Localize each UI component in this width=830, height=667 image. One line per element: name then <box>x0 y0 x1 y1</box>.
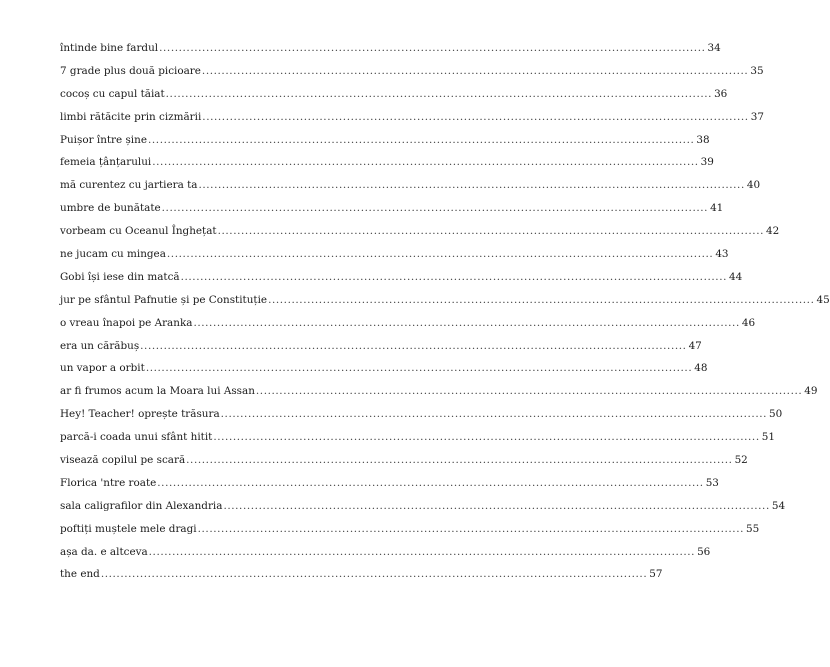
table-of-contents <box>60 41 830 590</box>
toc-entry-title: era un cărăbuș <box>60 339 140 352</box>
toc-dot-leader: ............................................................................................................................................ <box>217 225 764 238</box>
toc-entry-title: Puișor între șine <box>60 133 147 146</box>
toc-entry-title: ne jucam cu mingea <box>60 248 166 261</box>
toc-entry <box>60 41 721 64</box>
toc-page-number: 56 <box>697 545 711 558</box>
toc-dot-leader: ............................................................................................................................................ <box>152 156 699 169</box>
toc-entry-title: întinde bine fardul <box>60 42 159 54</box>
toc-entry-title: o vreau înapoi pe Aranka <box>60 316 193 329</box>
toc-page-number: 52 <box>734 454 748 467</box>
toc-page-number: 46 <box>741 316 756 329</box>
toc-page-number: 54 <box>771 499 786 512</box>
toc-entry-title: așa da. e altceva <box>60 545 148 558</box>
toc-dot-leader: ............................................................................................................................................ <box>180 270 727 283</box>
toc-entry-title: Hey! Teacher! oprește trăsura <box>60 408 220 421</box>
toc-page-number: 50 <box>769 408 783 421</box>
toc-entry <box>60 64 764 87</box>
toc-entry <box>60 567 663 590</box>
toc-page-number: 37 <box>750 110 764 123</box>
toc-dot-leader: ............................................................................................................................................ <box>159 42 706 54</box>
toc-entry <box>60 339 702 362</box>
toc-page-number: 49 <box>804 385 818 398</box>
toc-entry <box>60 384 818 407</box>
toc-entry <box>60 545 711 568</box>
toc-entry-title: un vapor a orbit <box>60 362 145 375</box>
toc-dot-leader: ............................................................................................................................................ <box>166 248 714 261</box>
toc-entry-title: limbi rătăcite prin cizmării <box>60 110 202 123</box>
toc-page-number: 40 <box>746 179 761 192</box>
toc-entry-title: cocoș cu capul tăiat <box>60 87 165 100</box>
toc-page-number: 43 <box>715 248 729 261</box>
toc-page-number: 34 <box>707 42 721 54</box>
toc-page-number: 57 <box>649 568 663 581</box>
toc-dot-leader: ............................................................................................................................................ <box>100 568 648 581</box>
toc-page-number: 38 <box>696 133 710 146</box>
toc-page-number: 48 <box>694 362 708 375</box>
toc-entry-title: vorbeam cu Oceanul Înghețat <box>60 225 217 238</box>
toc-entry-title: femeia țânțarului <box>60 156 152 169</box>
toc-dot-leader: ............................................................................................................................................ <box>220 408 768 421</box>
toc-dot-leader: ............................................................................................................................................ <box>198 179 745 192</box>
toc-page-number: 51 <box>761 431 775 444</box>
toc-entry-title: umbre de bunătate <box>60 202 161 215</box>
toc-dot-leader: ............................................................................................................................................ <box>186 454 733 467</box>
toc-entry-title: the end <box>60 568 100 581</box>
toc-entry-title: sala caligrafilor din Alexandria <box>60 499 223 512</box>
toc-dot-leader: ............................................................................................................................................ <box>223 499 770 512</box>
toc-entry <box>60 87 728 110</box>
toc-page-number: 36 <box>714 87 728 100</box>
toc-entry-title: ar fi frumos acum la Moara lui Assan <box>60 385 255 398</box>
toc-entry-title: Gobi își iese din matcă <box>60 270 180 283</box>
toc-dot-leader: ............................................................................................................................................ <box>161 202 709 215</box>
toc-page-number: 53 <box>705 476 719 489</box>
toc-entry <box>60 247 729 270</box>
toc-page-number: 47 <box>688 339 702 352</box>
toc-entry-title: jur pe sfântul Pafnutie și pe Constituție <box>60 293 268 306</box>
toc-page-number: 44 <box>729 270 743 283</box>
toc-dot-leader: ............................................................................................................................................ <box>197 522 745 535</box>
toc-entry <box>60 224 780 247</box>
toc-page-number: 45 <box>816 293 830 306</box>
toc-entry <box>60 201 724 224</box>
toc-dot-leader: ............................................................................................................................................ <box>202 110 749 123</box>
toc-page-number: 39 <box>700 156 714 169</box>
toc-dot-leader: ............................................................................................................................................ <box>213 431 760 444</box>
toc-entry <box>60 133 710 156</box>
toc-entry <box>60 453 748 476</box>
toc-entry-title: 7 grade plus două picioare <box>60 64 201 77</box>
toc-entry <box>60 361 708 384</box>
toc-entry <box>60 522 760 545</box>
toc-entry <box>60 270 743 293</box>
toc-entry <box>60 476 719 499</box>
toc-dot-leader: ............................................................................................................................................ <box>193 316 740 329</box>
toc-entry-title: poftiți muștele mele dragi <box>60 522 197 535</box>
toc-dot-leader: ............................................................................................................................................ <box>148 545 696 558</box>
toc-page-number: 41 <box>710 202 724 215</box>
toc-entry-title: mă curentez cu jartiera ta <box>60 179 198 192</box>
toc-entry-title: Florica 'ntre roate <box>60 476 157 489</box>
toc-entry <box>60 110 764 133</box>
toc-dot-leader: ............................................................................................................................................ <box>145 362 693 375</box>
toc-dot-leader: ............................................................................................................................................ <box>255 385 803 398</box>
toc-dot-leader: ............................................................................................................................................ <box>268 293 815 306</box>
toc-entry <box>60 178 761 201</box>
toc-page-number: 42 <box>766 225 780 238</box>
toc-dot-leader: ............................................................................................................................................ <box>201 64 749 77</box>
toc-entry <box>60 407 783 430</box>
toc-entry <box>60 293 830 316</box>
toc-page-number: 35 <box>750 64 764 77</box>
toc-dot-leader: ............................................................................................................................................ <box>147 133 695 146</box>
toc-entry <box>60 316 756 339</box>
toc-entry-title: visează copilul pe scară <box>60 454 186 467</box>
toc-entry <box>60 430 775 453</box>
toc-entry <box>60 155 714 178</box>
toc-entry <box>60 499 786 522</box>
toc-dot-leader: ............................................................................................................................................ <box>140 339 687 352</box>
toc-entry-title: parcă-i coada unui sfânt hitit <box>60 431 213 444</box>
toc-dot-leader: ............................................................................................................................................ <box>165 87 713 100</box>
toc-page-number: 55 <box>746 522 760 535</box>
toc-dot-leader: ............................................................................................................................................ <box>157 476 704 489</box>
